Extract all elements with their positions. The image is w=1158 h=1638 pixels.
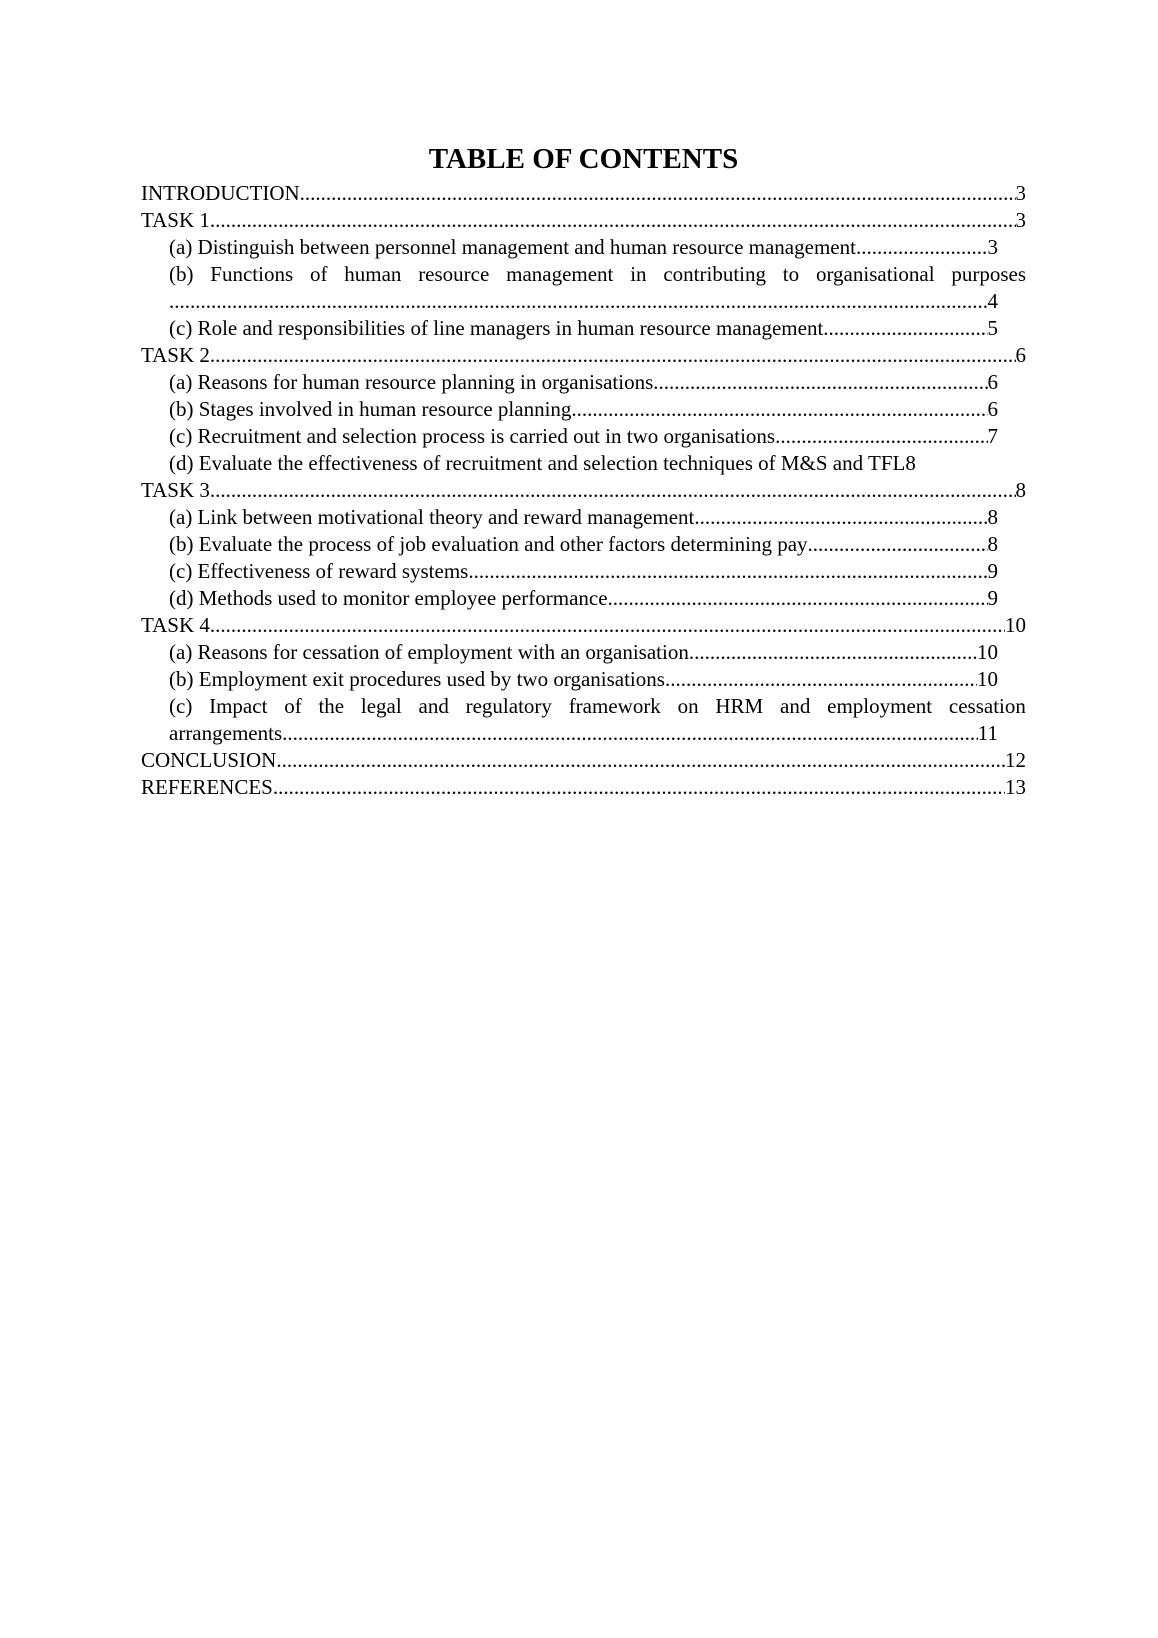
toc-word: legal (360, 694, 402, 718)
toc-entry-text-line-2 (169, 288, 1026, 315)
toc-word: and (418, 694, 449, 718)
toc-word: HRM (715, 694, 764, 718)
toc-word: of (309, 262, 328, 286)
toc-page-number: 8 (987, 532, 998, 556)
dot-leader (273, 774, 1005, 801)
dot-leader (653, 369, 987, 396)
toc-entry-task-2b[interactable] (141, 396, 1026, 423)
toc-word: on (677, 694, 699, 718)
dot-leader (210, 612, 1005, 639)
toc-entry-task-4b[interactable] (141, 666, 1026, 693)
toc-word: resource (418, 262, 490, 286)
toc-page-number: 4 (987, 289, 998, 313)
toc-entry-text: (a) Distinguish between personnel management and human resource management (169, 235, 856, 259)
toc-entry-task-4[interactable] (141, 612, 1026, 639)
toc-entry-text-line-1 (169, 261, 1026, 288)
toc-entry-text-line-1 (169, 693, 1026, 720)
dot-leader (689, 639, 977, 666)
toc-entry-text: TASK 1 (141, 208, 210, 232)
toc-entry-introduction[interactable] (141, 180, 1026, 207)
toc-entry-text: INTRODUCTION (141, 181, 300, 205)
toc-entry-text: (b) Evaluate the process of job evaluation and other factors determining pay (169, 532, 808, 556)
toc-word: purposes (951, 262, 1026, 286)
toc-entry-text: TASK 2 (141, 343, 210, 367)
toc-entry-task-2c[interactable] (141, 423, 1026, 450)
toc-entry-task-2[interactable] (141, 342, 1026, 369)
toc-page-number: 6 (1015, 343, 1026, 367)
toc-word: regulatory (465, 694, 552, 718)
toc-page-number: 10 (977, 640, 998, 664)
toc-word: of (284, 694, 302, 718)
toc-page-number: 6 (987, 397, 998, 421)
toc-word: Impact (209, 694, 268, 718)
toc-word: framework (568, 694, 661, 718)
dot-leader (282, 720, 978, 747)
dot-leader (276, 747, 1005, 774)
toc-page-number: 11 (977, 721, 998, 745)
toc-entry-task-1b[interactable] (141, 261, 1026, 315)
toc-word: in (630, 262, 647, 286)
toc-word: to (782, 262, 800, 286)
dot-leader (210, 477, 1016, 504)
toc-entry-references[interactable] (141, 774, 1026, 801)
toc-heading: TABLE OF CONTENTS (428, 143, 739, 175)
toc-page-number: 8 (987, 505, 998, 529)
toc-entry-task-2d[interactable] (141, 450, 1026, 477)
toc-entry-conclusion[interactable] (141, 747, 1026, 774)
toc-page-number: 9 (987, 559, 998, 583)
toc-page-number: 6 (987, 370, 998, 394)
toc-entry-text: (a) Link between motivational theory and reward management (169, 505, 695, 529)
dot-leader (210, 342, 1016, 369)
dot-leader (775, 423, 987, 450)
toc-word: and (780, 694, 811, 718)
toc-entry-text: arrangements (169, 721, 283, 745)
dot-leader (823, 315, 987, 342)
toc-entry-text: (a) Reasons for cessation of employment with an organisation (169, 640, 689, 664)
dot-leader (665, 666, 977, 693)
dot-leader (169, 288, 988, 315)
toc-word: (c) (169, 694, 193, 718)
dot-leader (608, 585, 988, 612)
toc-entry-text: TASK 4 (141, 613, 210, 637)
toc-entry-text: CONCLUSION (141, 748, 277, 772)
toc-word: cessation (948, 694, 1026, 718)
toc-entry-task-3[interactable] (141, 477, 1026, 504)
toc-entry-text: (d) Methods used to monitor employee performance (169, 586, 608, 610)
dot-leader (856, 234, 988, 261)
dot-leader (468, 558, 987, 585)
dot-leader (808, 531, 988, 558)
toc-entry-text: (a) Reasons for human resource planning in organisations (169, 370, 654, 394)
toc-page-number: 5 (987, 316, 998, 340)
toc-word: employment (827, 694, 933, 718)
toc-page-number: 7 (987, 424, 998, 448)
toc-entry-task-1a[interactable] (141, 234, 1026, 261)
toc-page-number: 13 (1005, 775, 1026, 799)
toc-word: management (506, 262, 614, 286)
toc-page-number: 3 (1015, 208, 1026, 232)
toc-entry-text: (b) Stages involved in human resource planning (169, 397, 572, 421)
toc-page-number: 10 (1005, 613, 1026, 637)
toc-page-number: 3 (987, 235, 998, 259)
toc-word: (b) (169, 262, 194, 286)
toc-entry-task-3d[interactable] (141, 585, 1026, 612)
toc-word: organisational (815, 262, 935, 286)
toc-word: contributing (663, 262, 766, 286)
toc-entry-task-1c[interactable] (141, 315, 1026, 342)
toc-entry-text: REFERENCES (141, 775, 273, 799)
toc-page-number: 12 (1005, 748, 1026, 772)
dot-leader (694, 504, 987, 531)
toc-entry-task-3b[interactable] (141, 531, 1026, 558)
toc-entry-text-line-2 (169, 720, 1026, 747)
dot-leader (210, 207, 1016, 234)
toc-entry-task-3c[interactable] (141, 558, 1026, 585)
table-of-contents (141, 138, 1026, 801)
toc-word: the (318, 694, 345, 718)
toc-entry-task-3a[interactable] (141, 504, 1026, 531)
toc-word: Functions (210, 262, 294, 286)
toc-entry-text: (b) Employment exit procedures used by two organisations (169, 667, 665, 691)
toc-entry-task-1[interactable] (141, 207, 1026, 234)
toc-entry-task-2a[interactable] (141, 369, 1026, 396)
toc-entry-text: (c) Role and responsibilities of line managers in human resource management (169, 316, 824, 340)
toc-entry-task-4c[interactable] (141, 693, 1026, 747)
toc-entry-task-4a[interactable] (141, 639, 1026, 666)
toc-word: human (344, 262, 402, 286)
toc-page-number: 8 (1015, 478, 1026, 502)
dot-leader (571, 396, 987, 423)
toc-page-number: 9 (987, 586, 998, 610)
toc-entry-text: TASK 3 (141, 478, 210, 502)
toc-entry-text: (c) Recruitment and selection process is carried out in two organisations (169, 424, 776, 448)
toc-entry-text: (c) Effectiveness of reward systems (169, 559, 469, 583)
toc-page-number: 3 (1015, 181, 1026, 205)
toc-page-number: 8 (905, 451, 916, 475)
toc-page-number: 10 (977, 667, 998, 691)
toc-entry-text: (d) Evaluate the effectiveness of recruitment and selection techniques of M&S and TFL (169, 451, 906, 475)
dot-leader (300, 180, 1016, 207)
